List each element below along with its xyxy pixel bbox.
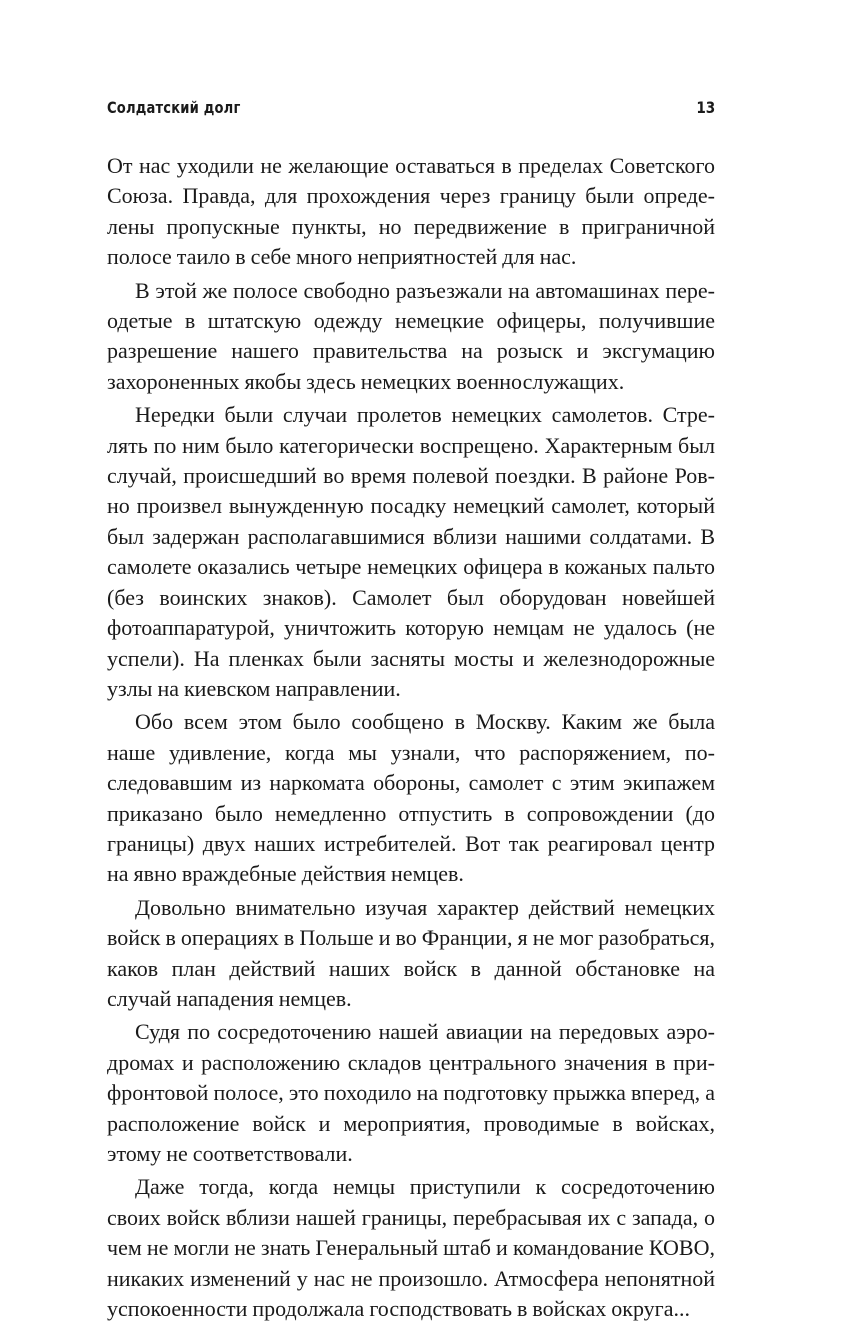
- book-page: [107, 0, 715, 1322]
- running-header: [107, 98, 715, 124]
- body-text: [107, 151, 715, 1327]
- paragraph-3: Нередки были случаи пролетов немецких самолетов. Стрелять по ним было категорически воспрещено. Характерным был случай, происшедший во время полевой поездки. В районе Ровно произвел вынужденную посадку немецкий самолет, который был задержан располагавшимися вблизи нашими солдатами. В самолете оказались четыре немецких офицера в кожаных пальто (без воинских знаков). Самолет был оборудован новейшей фотоаппаратурой, уничтожить которую немцам не удалось (не успели). На пленках были засняты мосты и железнодорожные узлы на киевском направлении.: [107, 402, 715, 701]
- page-number: 13: [696, 98, 715, 117]
- paragraph-2: В этой же полосе свободно разъезжали на автомашинах переодетые в штатскую одежду немецкие офицеры, получившие разрешение нашего правительства на розыск и эксгумацию захороненных якобы здесь немецких военнослужащих.: [107, 277, 715, 394]
- paragraph-6: Судя по сосредоточению нашей авиации на передовых аэродромах и расположению складов центрального значения в прифронтовой полосе, это походило на подготовку прыжка вперед, а расположение войск и мероприятия, проводимые в войсках, этому не соответствовали.: [107, 1019, 715, 1166]
- paragraph-7: Даже тогда, когда немцы приступили к сосредоточению своих войск вблизи нашей границы, перебрасывая их с запада, о чем не могли не знать Генеральный штаб и командование КОВО, никаких изменений у нас не произошло. Атмосфера непонятной успокоенности продолжала господствовать в войсках округа...: [107, 1174, 715, 1322]
- paragraph-1: От нас уходили не желающие оставаться в пределах Советского Союза. Правда, для прохождения через границу были определены пропускные пункты, но передвижение в приграничной полосе таило в себе много неприятностей для нас.: [107, 153, 715, 270]
- running-head-title: Солдатский долг: [107, 98, 241, 117]
- paragraph-4: Обо всем этом было сообщено в Москву. Каким же была наше удивление, когда мы узнали, что распоряжением, последовавшим из наркомата обороны, самолет с этим экипажем приказано было немедленно отпустить в сопровождении (до границы) двух наших истребителей. Вот так реагировал центр на явно враждебные действия немцев.: [107, 709, 715, 887]
- paragraph-5: Довольно внимательно изучая характер действий немецких войск в операциях в Польше и во Франции, я не мог разобраться, каков план действий наших войск в данной обстановке на случай нападения немцев.: [107, 894, 715, 1011]
